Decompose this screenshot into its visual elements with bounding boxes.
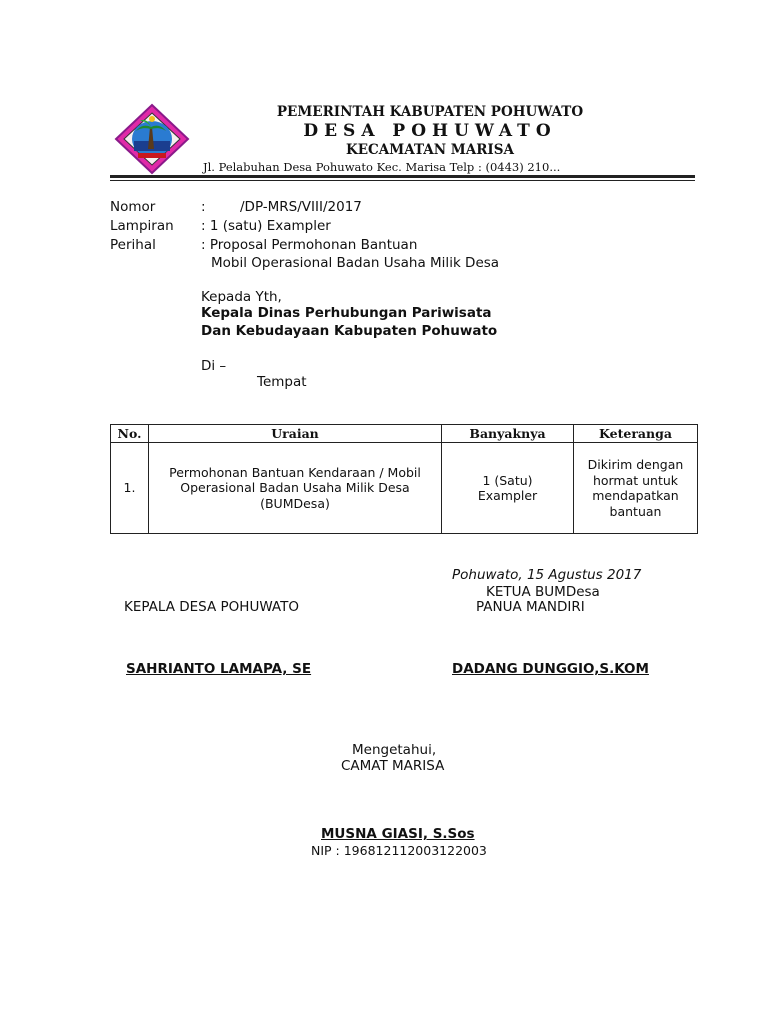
- header-banyaknya: Banyaknya: [442, 425, 574, 443]
- header-keterangan: Keteranga: [574, 425, 698, 443]
- nomor-separator: :: [201, 199, 206, 215]
- ketua-title-line1: KETUA BUMDesa: [486, 584, 600, 600]
- greeting: Kepada Yth,: [201, 289, 282, 305]
- tempat-label: Tempat: [257, 374, 307, 390]
- letterhead-district: KECAMATAN MARISA: [346, 142, 514, 158]
- camat-nip: NIP : 196812112003122003: [311, 843, 487, 858]
- letterhead-rule-thin: [110, 180, 695, 181]
- lampiran-label: Lampiran: [110, 218, 174, 234]
- perihal-value-line2: Mobil Operasional Badan Usaha Milik Desa: [211, 255, 500, 271]
- nomor-label: Nomor: [110, 199, 156, 215]
- di-label: Di –: [201, 358, 227, 374]
- letterhead-village: DESA POHUWATO: [303, 121, 557, 141]
- perihal-label: Perihal: [110, 237, 156, 253]
- camat-title: CAMAT MARISA: [341, 758, 445, 774]
- kepala-desa-name: SAHRIANTO LAMAPA, SE: [126, 661, 312, 677]
- recipient-line1: Kepala Dinas Perhubungan Pariwisata: [201, 305, 492, 321]
- place-date: Pohuwato, 15 Agustus 2017: [452, 567, 642, 583]
- recipient-line2: Dan Kebudayaan Kabupaten Pohuwato: [201, 323, 498, 339]
- letterhead-rule-thick: [110, 175, 695, 178]
- camat-name: MUSNA GIASI, S.Sos: [321, 826, 475, 842]
- table-row: [111, 443, 698, 534]
- letterhead-address: Jl. Pelabuhan Desa Pohuwato Kec. Marisa Telp : (0443) 210...: [203, 160, 561, 174]
- request-table: [110, 424, 698, 534]
- header-no: No.: [111, 425, 149, 443]
- regency-emblem-logo: [112, 103, 192, 175]
- table-header-row: [111, 425, 698, 443]
- perihal-value-line1: : Proposal Permohonan Bantuan: [201, 237, 418, 253]
- cell-banyaknya: 1 (Satu) Exampler: [442, 443, 574, 534]
- cell-no: 1.: [111, 443, 149, 534]
- cell-uraian: Permohonan Bantuan Kendaraan / Mobil Operasional Badan Usaha Milik Desa (BUMDesa): [149, 443, 442, 534]
- mengetahui-label: Mengetahui,: [352, 742, 437, 758]
- nomor-value: /DP-MRS/VIII/2017: [240, 199, 362, 215]
- ketua-bumdesa-name: DADANG DUNGGIO,S.KOM: [452, 661, 649, 677]
- header-uraian: Uraian: [149, 425, 442, 443]
- ketua-title-line2: PANUA MANDIRI: [476, 599, 585, 615]
- cell-keterangan: Dikirim dengan hormat untuk mendapatkan bantuan: [574, 443, 698, 534]
- kepala-desa-title: KEPALA DESA POHUWATO: [124, 599, 299, 615]
- lampiran-value: : 1 (satu) Exampler: [201, 218, 331, 234]
- letterhead-government: PEMERINTAH KABUPATEN POHUWATO: [276, 104, 584, 120]
